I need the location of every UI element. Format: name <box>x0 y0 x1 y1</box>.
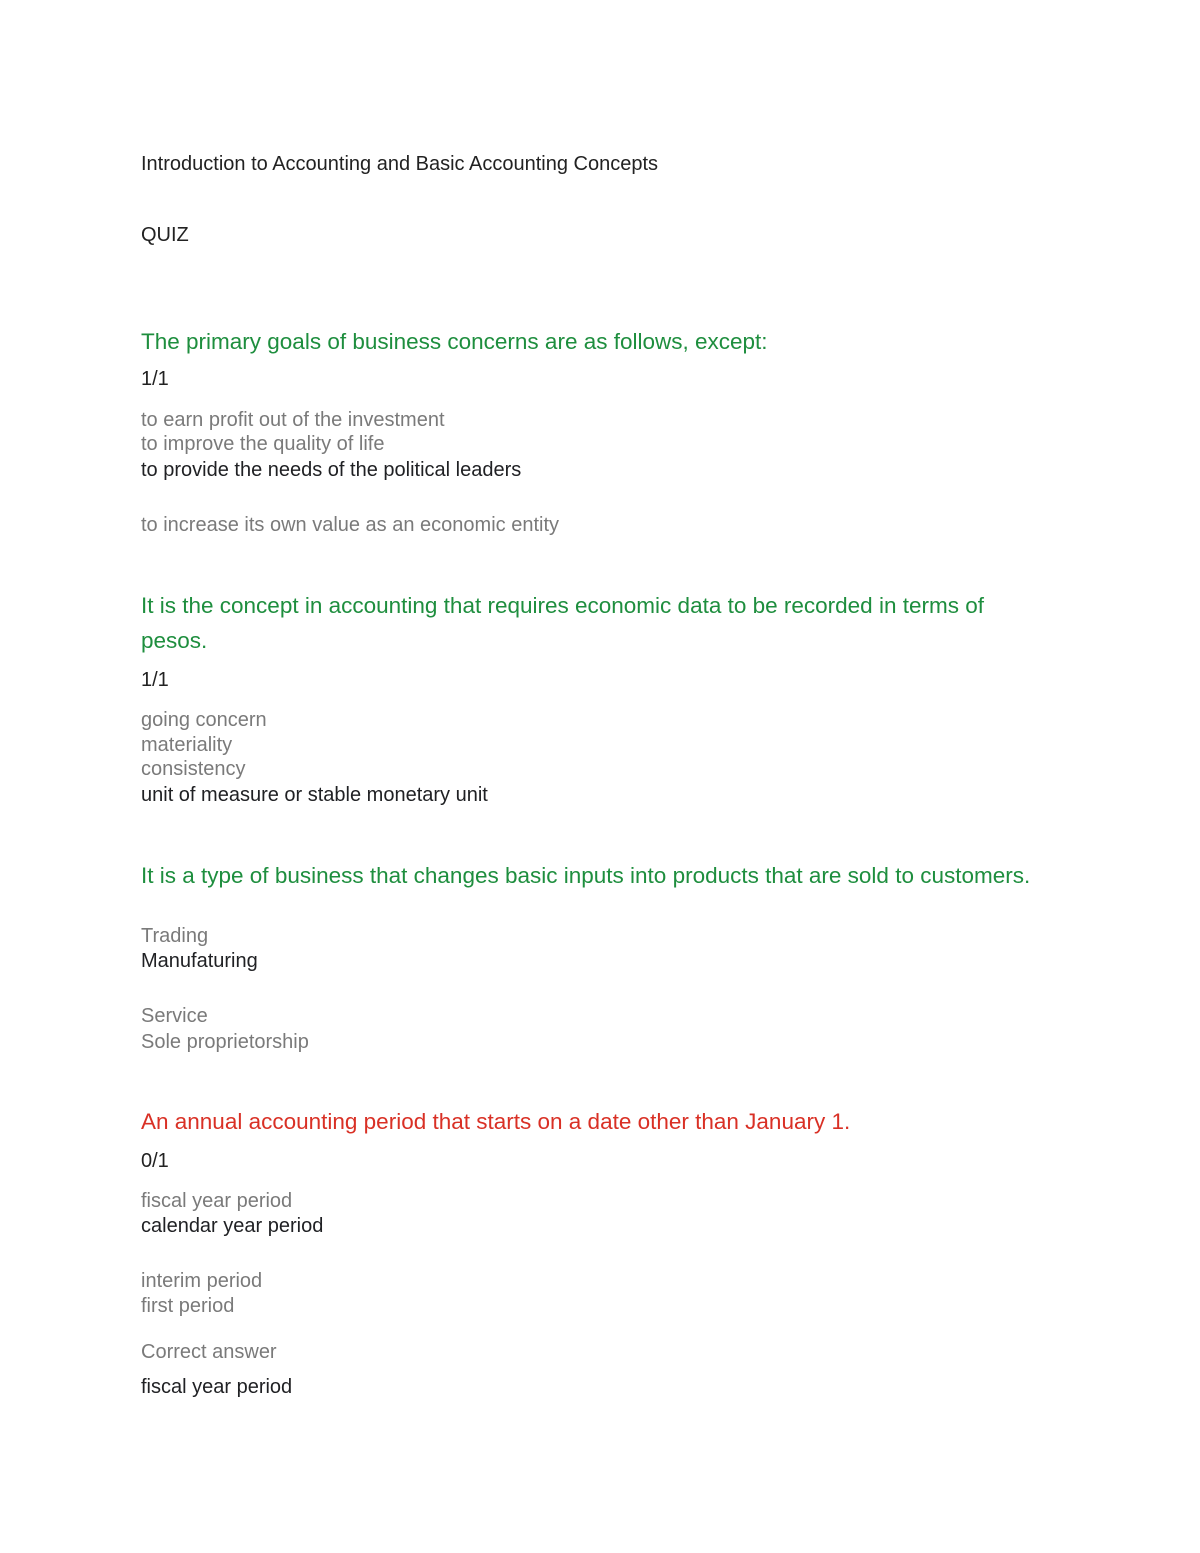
question-4-option-4[interactable]: first period <box>141 1295 235 1317</box>
question-2-option-4-selected[interactable]: unit of measure or stable monetary unit <box>141 784 488 806</box>
question-4-score: 0/1 <box>141 1150 169 1172</box>
question-3-option-4[interactable]: Sole proprietorship <box>141 1031 309 1053</box>
question-3-option-1[interactable]: Trading <box>141 925 209 947</box>
question-2-option-2[interactable]: materiality <box>141 734 233 756</box>
question-1-option-2[interactable]: to improve the quality of life <box>141 433 385 455</box>
question-2-option-1[interactable]: going concern <box>141 709 267 731</box>
question-1-option-3-selected[interactable]: to provide the needs of the political leaders <box>141 459 522 481</box>
question-3-option-2-selected[interactable]: Manufaturing <box>141 950 258 972</box>
question-4-option-3[interactable]: interim period <box>141 1270 263 1292</box>
question-2-score: 1/1 <box>141 669 169 691</box>
question-1-option-1[interactable]: to earn profit out of the investment <box>141 409 445 431</box>
question-4-option-1[interactable]: fiscal year period <box>141 1190 293 1212</box>
question-1-option-4[interactable]: to increase its own value as an economic entity <box>141 514 559 536</box>
correct-answer-value: fiscal year period <box>141 1376 293 1398</box>
question-1-text: The primary goals of business concerns are as follows, except: <box>141 329 768 354</box>
question-3-text: It is a type of business that changes basic inputs into products that are sold to customers. <box>141 863 1031 888</box>
question-3-option-3[interactable]: Service <box>141 1005 208 1027</box>
correct-answer-label: Correct answer <box>141 1341 277 1363</box>
question-4-text: An annual accounting period that starts on a date other than January 1. <box>141 1109 851 1134</box>
question-4-option-2-selected[interactable]: calendar year period <box>141 1215 324 1237</box>
question-2-text: It is the concept in accounting that requires economic data to be recorded in terms of pesos. <box>141 593 984 653</box>
question-2-option-3[interactable]: consistency <box>141 758 246 780</box>
document-title: Introduction to Accounting and Basic Accounting Concepts <box>141 153 659 175</box>
quiz-label: QUIZ <box>141 224 189 246</box>
question-1-score: 1/1 <box>141 368 169 390</box>
